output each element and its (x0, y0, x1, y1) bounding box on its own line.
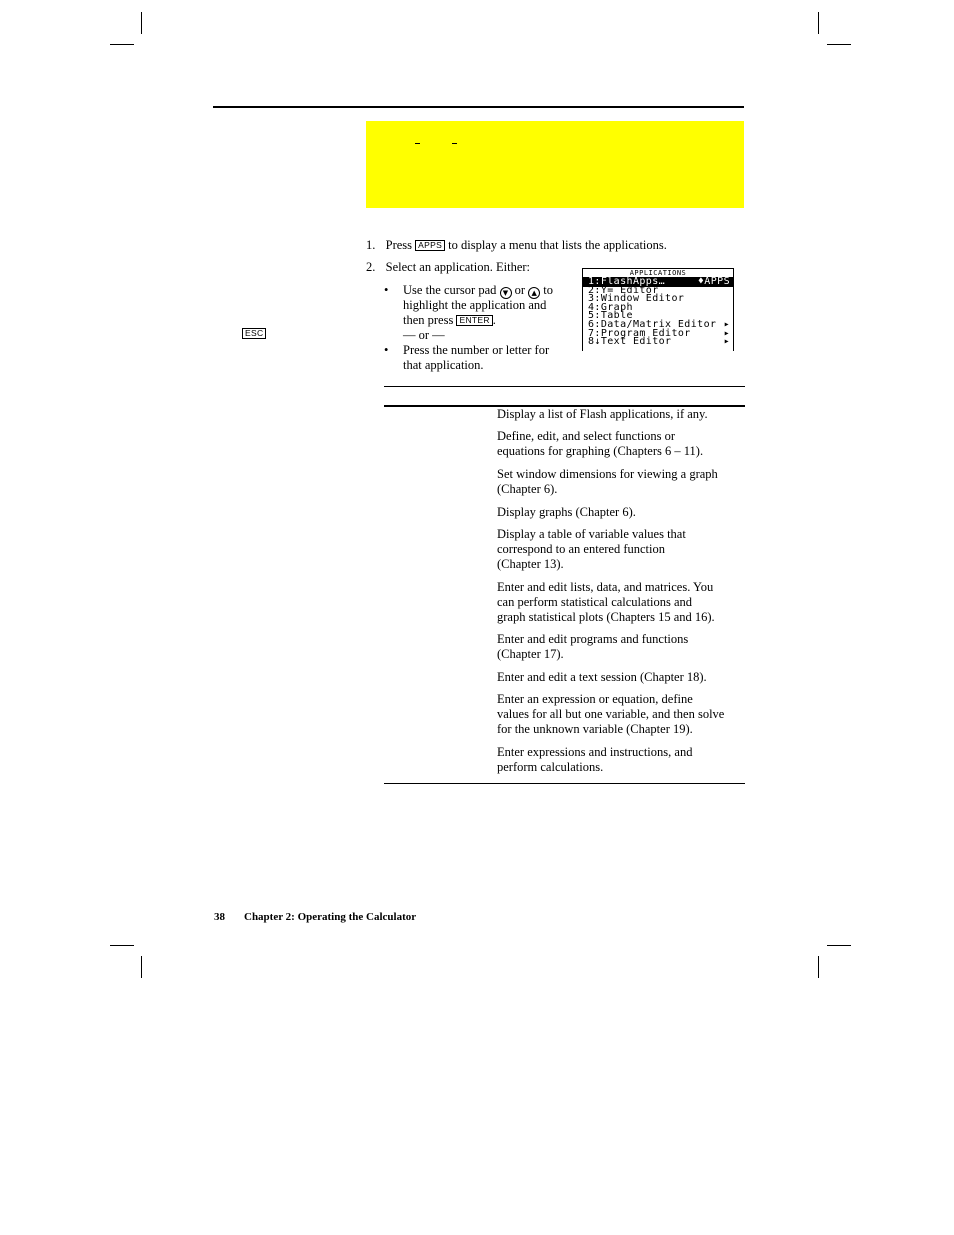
step-2-number: 2. (366, 260, 376, 274)
screen-menu-item-label: 5:Table (588, 310, 633, 322)
description-line: graph statistical plots (Chapters 15 and 16). (497, 610, 715, 624)
enter-key: ENTER (456, 315, 492, 326)
table-bottom-rule (384, 783, 745, 784)
screen-menu-item-label: 1:FlashApps… (588, 276, 666, 287)
esc-key: ESC (242, 328, 266, 339)
description-line: Display a table of variable values that (497, 527, 686, 541)
description-line: Enter expressions and instructions, and (497, 745, 693, 759)
description-line: values for all but one variable, and then solve (497, 707, 725, 721)
cursor-up-icon: ▲ (528, 287, 540, 299)
screen-menu-item-label: 2:Y= Editor (588, 284, 659, 296)
description-line: perform calculations. (497, 760, 604, 774)
cursor-down-icon: ▼ (500, 287, 512, 299)
screen-menu-item (583, 338, 733, 347)
screen-menu-item-label: 8↓Text Editor (588, 336, 672, 348)
crop-mark-top-left-vertical (141, 12, 142, 34)
step-1-number: 1. (366, 238, 376, 252)
description-line: (Chapter 13). (497, 557, 564, 571)
step-1-text-b: to display a menu that lists the applications. (448, 238, 667, 252)
description-line: Enter and edit lists, data, and matrices. You (497, 580, 714, 594)
crop-mark-top-right-vertical (818, 12, 819, 34)
crop-mark-top-right-horizontal (827, 44, 851, 45)
screen-menu-item-indicator: ♦APPS (697, 276, 730, 287)
highlight-tick-2 (452, 143, 457, 144)
description-line: Enter and edit a text session (Chapter 18). (497, 670, 707, 684)
description-line: correspond to an entered function (497, 542, 665, 556)
description-line: can perform statistical calculations and (497, 595, 693, 609)
crop-mark-bottom-left-vertical (141, 956, 142, 978)
description-line: (Chapter 6). (497, 482, 558, 496)
bullet-1-line-1: Use the cursor pad ▼ or ▲ to (403, 283, 554, 297)
crop-mark-bottom-right-vertical (818, 956, 819, 978)
chapter-title: Chapter 2: Operating the Calculator (244, 911, 417, 923)
screen-menu-item-indicator: ▸ (723, 318, 730, 330)
step-2 (366, 260, 530, 275)
crop-mark-bottom-left-horizontal (110, 945, 134, 946)
bullet-2-glyph: • (384, 343, 389, 357)
page-number: 38 (214, 911, 225, 923)
margin-esc-key (242, 326, 266, 341)
bullet-1-glyph: • (384, 283, 389, 297)
description-line: Display graphs (Chapter 6). (497, 505, 636, 519)
table-top-rule (384, 386, 745, 387)
header-rule (213, 106, 744, 108)
bullet-1-line-2: highlight the application and (403, 298, 547, 312)
bullet-2-line-1: Press the number or letter for (403, 343, 550, 357)
apps-key: APPS (415, 240, 445, 251)
step-1 (366, 238, 667, 253)
or-separator: — or — (403, 328, 445, 342)
crop-mark-bottom-right-horizontal (827, 945, 851, 946)
bullet-2-line-2: that application. (403, 358, 484, 372)
screen-menu-item-indicator: ▸ (723, 327, 730, 339)
crop-mark-top-left-horizontal (110, 44, 134, 45)
highlight-tick-1 (415, 143, 420, 144)
description-line: Set window dimensions for viewing a graph (497, 467, 718, 481)
highlight-block (366, 121, 744, 208)
screen-menu-item-indicator: ▸ (723, 336, 730, 348)
description-line: equations for graphing (Chapters 6 – 11). (497, 444, 704, 458)
step-2-text: Select an application. Either: (385, 260, 531, 274)
screen-title: APPLICATIONS (583, 269, 733, 278)
screen-menu-item-label: 6:Data/Matrix Editor (588, 318, 717, 330)
description-line: (Chapter 17). (497, 647, 564, 661)
description-line: Display a list of Flash applications, if any. (497, 407, 708, 421)
description-line: for the unknown variable (Chapter 19). (497, 722, 693, 736)
screen-menu-item-label: 3:Window Editor (588, 293, 685, 305)
bullet-1-line-3: then press ENTER . (403, 313, 496, 327)
description-line: Enter and edit programs and functions (497, 632, 689, 646)
description-line: Define, edit, and select functions or (497, 429, 676, 443)
screen-menu-item-label: 7:Program Editor (588, 327, 691, 339)
calculator-screen (582, 268, 734, 351)
step-1-text-a: Press (385, 238, 413, 252)
screen-menu-item-label: 4:Graph (588, 301, 633, 313)
description-line: Enter an expression or equation, define (497, 692, 693, 706)
